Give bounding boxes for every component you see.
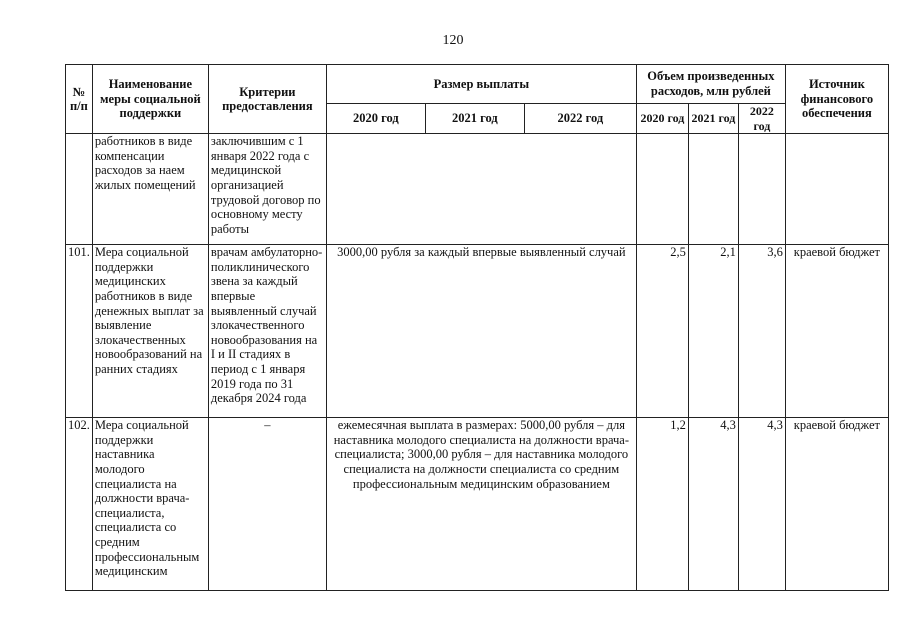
criteria: – <box>208 418 326 591</box>
volume-2022: 3,6 <box>738 245 785 418</box>
page-number: 120 <box>442 33 464 48</box>
header-payment: Размер выплаты <box>326 65 636 104</box>
payment-size: ежемесячная выплата в размерах: 5000,00 рубля – для наставника молодого специалиста на должности врача-специалиста; 3000,00 рубля – для наставника молодого специалиста на должности специалиста со средним профессиональным медицинским образованием <box>326 418 636 591</box>
header-payment-year: 2021 год <box>425 104 524 134</box>
volume-2020 <box>636 134 688 245</box>
funding-source <box>785 134 888 245</box>
header-name: Наименование меры социальной поддержки <box>92 65 208 134</box>
header-volume-year: 2022 год <box>738 104 785 134</box>
volume-2022 <box>738 134 785 245</box>
header-source: Источник финансового обеспечения <box>785 65 888 134</box>
header-no: № п/п <box>66 65 93 134</box>
social-support-table <box>65 64 889 591</box>
volume-2021: 2,1 <box>688 245 738 418</box>
measure-name: Мера социальной поддержки медицинских работников в виде денежных выплат за выявление злокачественных новообразований на ранних стадиях <box>92 245 208 418</box>
header-payment-year: 2020 год <box>326 104 425 134</box>
payment-size <box>326 134 636 245</box>
criteria: заключившим с 1 января 2022 года с медицинской организацией трудовой договор по основному месту работы <box>208 134 326 245</box>
volume-2020: 2,5 <box>636 245 688 418</box>
table-row <box>66 245 889 418</box>
header-criteria: Критерии предоставления <box>208 65 326 134</box>
measure-name: Мера социальной поддержки наставника молодого специалиста на должности врача-специалиста, специалиста со средним профессиональным медицинским <box>92 418 208 591</box>
volume-2021 <box>688 134 738 245</box>
measure-name: работников в виде компенсации расходов за наем жилых помещений <box>92 134 208 245</box>
funding-source: краевой бюджет <box>785 245 888 418</box>
row-number: 102. <box>66 418 93 591</box>
criteria: врачам амбулаторно-поликлинического звена за каждый впервые выявленный случай злокачественного новообразования на I и II стадиях в период с 1 января 2019 года по 31 декабря 2024 года <box>208 245 326 418</box>
table-row <box>66 418 889 591</box>
volume-2020: 1,2 <box>636 418 688 591</box>
header-payment-year: 2022 год <box>524 104 636 134</box>
table-row <box>66 134 889 245</box>
row-number <box>66 134 93 245</box>
volume-2022: 4,3 <box>738 418 785 591</box>
row-number: 101. <box>66 245 93 418</box>
header-volume: Объем произведенных расходов, млн рублей <box>636 65 785 104</box>
payment-size: 3000,00 рубля за каждый впервые выявленный случай <box>326 245 636 418</box>
header-volume-year: 2020 год <box>636 104 688 134</box>
volume-2021: 4,3 <box>688 418 738 591</box>
funding-source: краевой бюджет <box>785 418 888 591</box>
header-volume-year: 2021 год <box>688 104 738 134</box>
